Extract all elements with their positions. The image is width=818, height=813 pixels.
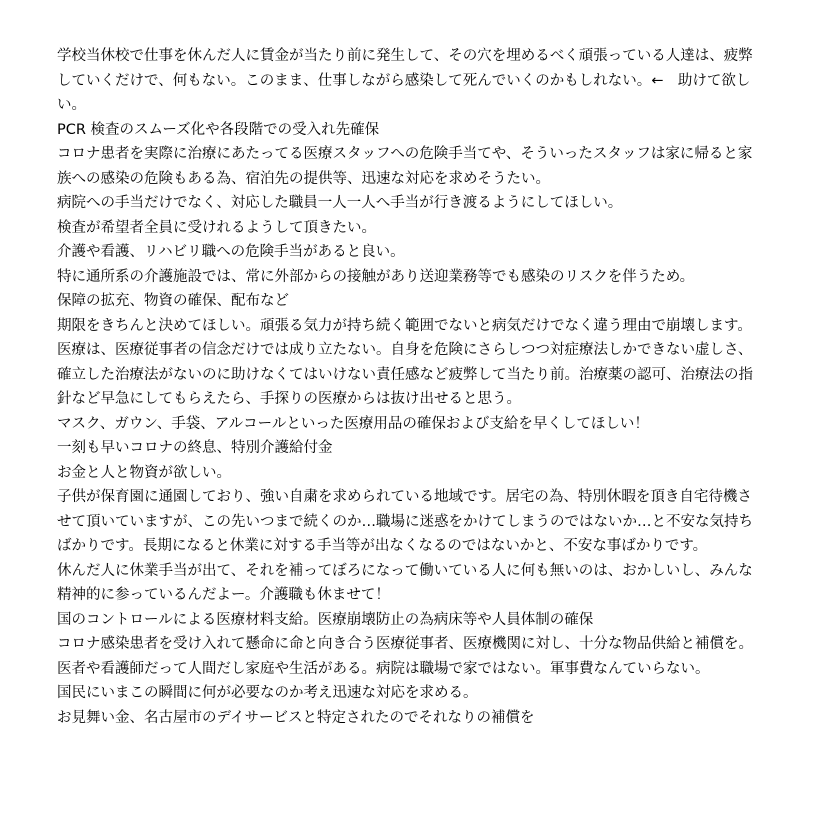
comment-paragraph: コロナ患者を実際に治療にあたってる医療スタッフへの危険手当てや、そういったスタッフは家に帰ると家族への感染の危険もある為、宿泊先の提供等、迅速な対応を求めそうたい。 xyxy=(57,146,753,187)
comment-paragraph: 子供が保育園に通園しており、強い自粛を求められている地域です。居宅の為、特別休暇を頂き自宅待機させて頂いていますが、この先いつまで続くのか…職場に迷惑をかけてしまうのではないか…と不安な気持ちばかりです。長期になると休業に対する手当等が出なくなるのではないかと、不安な事ばかりです。 xyxy=(57,489,753,554)
comment-paragraph: 保障の拡充、物資の確保、配布など xyxy=(57,293,289,309)
comment-paragraph: 介護や看護、リハビリ職への危険手当があると良い。 xyxy=(57,244,405,260)
comment-paragraph: 期限をきちんと決めてほしい。頑張る気力が持ち続く範囲でないと病気だけでなく違う理由で崩壊します。 xyxy=(57,317,752,334)
comment-paragraph: PCR 検査のスムーズ化や各段階での受入れ先確保 xyxy=(57,121,380,138)
comment-paragraph: 学校当休校で仕事を休んだ人に賃金が当たり前に発生して、その穴を埋めるべく頑張っている人達は、疲弊していくだけで、何もない。このまま、仕事しながら感染して死んでいくのかもしれない。← 助けて欲しい。 xyxy=(57,48,753,113)
comment-paragraph: 国のコントロールによる医療材料支給。医療崩壊防止の為病床等や人員体制の確保 xyxy=(57,611,594,628)
comment-paragraph: 病院への手当だけでなく、対応した職員一人一人へ手当が行き渡るようにしてほしい。 xyxy=(57,195,623,211)
comment-paragraph: 特に通所系の介護施設では、常に外部からの接触があり送迎業務等でも感染のリスクを伴うため。 xyxy=(57,268,695,285)
comment-paragraph: 休んだ人に休業手当が出て、それを補ってぼろになって働いている人に何も無いのは、おかしいし、みんな精神的に参っているんだよー。介護職も休ませて！ xyxy=(57,562,753,603)
comment-paragraph: マスク、ガウン、手袋、アルコールといった医療用品の確保および支給を早くしてほしい！ xyxy=(57,415,649,432)
document-body xyxy=(57,44,757,730)
comment-paragraph: お見舞い金、名古屋市のデイサービスと特定されたのでそれなりの補償を xyxy=(57,709,535,726)
comment-paragraph: 医療は、医療従事者の信念だけでは成り立たない。自身を危険にさらしつつ対症療法しかできない虚しさ、確立した治療法がないのに助けなくてはいけない責任感など疲弊して当たり前。治療薬の認可、治療法の指針など早急にしてもらえたら、手探りの医療からは抜け出せると思う。 xyxy=(57,342,753,407)
comment-paragraph: 国民にいまこの瞬間に何が必要なのか考え迅速な対応を求める。 xyxy=(57,685,478,701)
comment-paragraph: コロナ感染患者を受け入れて懸命に命と向き合う医療従事者、医療機関に対し、十分な物品供給と補償を。医者や看護師だって人間だし家庭や生活がある。病院は職場で家ではない。軍事費なんていらない。 xyxy=(57,636,753,677)
comment-paragraph: 検査が希望者全員に受けれるようして頂きたい。 xyxy=(57,219,376,236)
comment-paragraph: お金と人と物資が欲しい。 xyxy=(57,464,231,481)
comment-paragraph: 一刻も早いコロナの終息、特別介護給付金 xyxy=(57,440,333,456)
